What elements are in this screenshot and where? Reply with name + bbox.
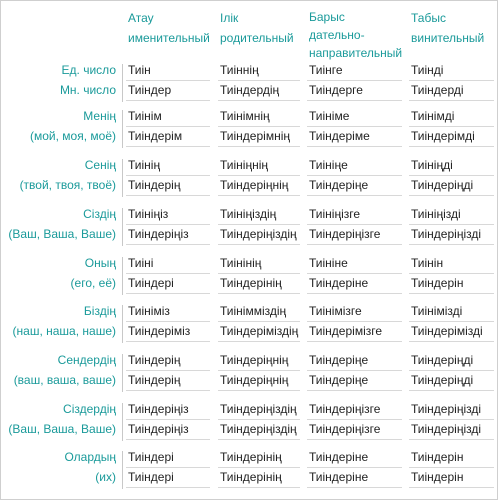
table-cell: Тиіннің xyxy=(220,63,259,77)
cell-underline xyxy=(126,341,210,342)
cell-underline xyxy=(218,224,300,225)
row-label: Біздің xyxy=(83,304,116,318)
cell-underline xyxy=(409,244,494,245)
cell-underline xyxy=(218,487,300,488)
table-cell: Тиіндеріңізге xyxy=(309,422,381,436)
column-divider xyxy=(122,159,123,197)
header-ru: именительный xyxy=(128,31,210,45)
row-sublabel: (твой, твоя, твоё) xyxy=(19,178,116,192)
table-cell: Тиіндеріне xyxy=(309,450,369,464)
table-cell: Тиінім xyxy=(128,109,162,123)
column-divider xyxy=(122,208,123,246)
cell-underline xyxy=(307,80,402,81)
cell-underline xyxy=(126,321,210,322)
table-cell: Тиіндерімізге xyxy=(309,324,383,338)
table-cell: Тиін xyxy=(128,63,151,77)
table-cell: Тиіндеріне xyxy=(309,470,369,484)
table-cell: Тиініңді xyxy=(411,158,453,172)
table-cell: Тиіндер xyxy=(128,83,172,97)
cell-underline xyxy=(307,370,402,371)
cell-underline xyxy=(307,244,402,245)
table-cell: Тиініңізді xyxy=(411,207,461,221)
row-sublabel: (Ваш, Ваша, Ваше) xyxy=(8,227,116,241)
cell-underline xyxy=(409,273,494,274)
cell-underline xyxy=(126,175,210,176)
table-cell: Тиіндеріңе xyxy=(309,353,369,367)
cell-underline xyxy=(218,370,300,371)
table-cell: Тиіндеріңізді xyxy=(411,227,482,241)
cell-underline xyxy=(307,126,402,127)
cell-underline xyxy=(307,341,402,342)
row-label: Олардың xyxy=(64,450,116,464)
cell-underline xyxy=(409,175,494,176)
cell-underline xyxy=(126,467,210,468)
cell-underline xyxy=(126,487,210,488)
table-cell: Тиіндерін xyxy=(411,450,464,464)
header-ru: дательно- xyxy=(309,28,365,42)
table-row-group xyxy=(0,60,500,104)
cell-underline xyxy=(126,224,210,225)
table-cell: Тиіндерім xyxy=(128,129,183,143)
table-cell: Тиіндеріңнің xyxy=(220,178,289,192)
header-col-genitive xyxy=(220,8,294,48)
cell-underline xyxy=(126,100,210,101)
table-cell: Тиіндеріңді xyxy=(411,353,474,367)
cell-underline xyxy=(218,467,300,468)
cell-underline xyxy=(126,244,210,245)
cell-underline xyxy=(126,439,210,440)
cell-underline xyxy=(307,195,402,196)
cell-underline xyxy=(218,321,300,322)
row-sublabel: (ваш, ваша, ваше) xyxy=(13,373,116,387)
cell-underline xyxy=(218,146,300,147)
table-cell: Тиіндеріңді xyxy=(411,178,474,192)
cell-underline xyxy=(307,467,402,468)
table-cell: Тиінімміздің xyxy=(220,304,287,318)
table-row-group xyxy=(0,399,500,443)
table-cell: Тиіндеріңізді xyxy=(411,402,482,416)
table-cell: Тиіні xyxy=(128,256,154,270)
table-row-group xyxy=(0,350,500,394)
row-sublabel: (наш, наша, наше) xyxy=(12,324,116,338)
table-cell: Тиінінің xyxy=(220,256,262,270)
table-cell: Тиіндеріңіздің xyxy=(220,402,297,416)
header-kk: Ілік xyxy=(220,11,239,25)
table-cell: Тиініме xyxy=(309,109,350,123)
row-label: Ед. число xyxy=(61,63,116,77)
table-cell: Тиіндеріңіз xyxy=(128,227,189,241)
cell-underline xyxy=(409,100,494,101)
table-cell: Тиіндерің xyxy=(128,353,181,367)
table-cell: Тиіндеріңіздің xyxy=(220,227,297,241)
table-cell: Тиіндердің xyxy=(220,83,280,97)
header-kk: Табыс xyxy=(411,11,446,25)
cell-underline xyxy=(126,390,210,391)
table-cell: Тиіндеріңізге xyxy=(309,402,381,416)
cell-underline xyxy=(307,146,402,147)
table-cell: Тиіндеріңізге xyxy=(309,227,381,241)
table-cell: Тиініміз xyxy=(128,304,170,318)
cell-underline xyxy=(409,467,494,468)
row-label: Оның xyxy=(84,256,116,270)
row-sublabel: (Ваш, Ваша, Ваше) xyxy=(8,422,116,436)
table-cell: Тиінімізге xyxy=(309,304,362,318)
cell-underline xyxy=(409,224,494,225)
table-cell: Тиініңізге xyxy=(309,207,361,221)
header-ru: направительный xyxy=(309,46,403,60)
cell-underline xyxy=(218,419,300,420)
table-cell: Тиіндеріңіздің xyxy=(220,422,297,436)
table-cell: Тиіндерімнің xyxy=(220,129,290,143)
table-cell: Тиініңе xyxy=(309,158,348,172)
table-cell: Тиіндеріме xyxy=(309,129,370,143)
cell-underline xyxy=(218,100,300,101)
table-cell: Тиіндеріңе xyxy=(309,373,369,387)
cell-underline xyxy=(126,293,210,294)
column-divider xyxy=(122,451,123,489)
cell-underline xyxy=(409,487,494,488)
row-label: Сендердің xyxy=(57,353,116,367)
cell-underline xyxy=(409,341,494,342)
table-cell: Тиіндерін xyxy=(411,470,464,484)
table-row-group xyxy=(0,106,500,150)
cell-underline xyxy=(218,244,300,245)
table-cell: Тиіндерің xyxy=(128,373,181,387)
cell-underline xyxy=(307,100,402,101)
table-cell: Тиіндері xyxy=(128,276,174,290)
cell-underline xyxy=(218,195,300,196)
table-cell: Тиініңнің xyxy=(220,158,269,172)
header-col-accusative xyxy=(411,8,484,48)
table-cell: Тиіндерінің xyxy=(220,276,282,290)
header-col-nominative xyxy=(128,8,210,48)
column-divider xyxy=(122,403,123,441)
cell-underline xyxy=(126,146,210,147)
cell-underline xyxy=(218,390,300,391)
cell-underline xyxy=(409,195,494,196)
table-cell: Тиінін xyxy=(411,256,444,270)
cell-underline xyxy=(307,321,402,322)
table-row-group xyxy=(0,253,500,297)
table-cell: Тиіндерге xyxy=(309,83,363,97)
cell-underline xyxy=(307,390,402,391)
table-cell: Тиіндеріңіз xyxy=(128,422,189,436)
header-col-dative xyxy=(309,8,402,62)
table-row-group xyxy=(0,204,500,248)
column-divider xyxy=(122,110,123,148)
table-cell: Тиіндеріңнің xyxy=(220,353,289,367)
table-cell: Тиіндерімді xyxy=(411,129,475,143)
table-cell: Тиіндеріне xyxy=(309,276,369,290)
row-sublabel: (их) xyxy=(95,470,116,484)
table-cell: Тиіндеріңді xyxy=(411,373,474,387)
cell-underline xyxy=(126,419,210,420)
cell-underline xyxy=(218,273,300,274)
table-cell: Тиіндерімізді xyxy=(411,324,483,338)
row-label: Сіздердің xyxy=(63,402,116,416)
row-label: Сіздің xyxy=(83,207,116,221)
cell-underline xyxy=(218,341,300,342)
cell-underline xyxy=(409,80,494,81)
cell-underline xyxy=(126,370,210,371)
row-label: Менің xyxy=(83,109,116,123)
cell-underline xyxy=(218,80,300,81)
cell-underline xyxy=(409,146,494,147)
table-row-group xyxy=(0,447,500,491)
table-header xyxy=(0,8,500,60)
table-cell: Тиінімнің xyxy=(220,109,270,123)
table-cell: Тиіндері xyxy=(128,470,174,484)
cell-underline xyxy=(218,126,300,127)
table-cell: Тиінді xyxy=(411,63,444,77)
cell-underline xyxy=(307,273,402,274)
cell-underline xyxy=(218,175,300,176)
table-cell: Тиіндерін xyxy=(411,276,464,290)
cell-underline xyxy=(409,126,494,127)
cell-underline xyxy=(218,293,300,294)
table-row-group xyxy=(0,155,500,199)
cell-underline xyxy=(409,390,494,391)
table-cell: Тиінге xyxy=(309,63,343,77)
cell-underline xyxy=(307,439,402,440)
column-divider xyxy=(122,257,123,295)
header-kk: Атау xyxy=(128,11,154,25)
row-label: Сенің xyxy=(84,158,116,172)
column-divider xyxy=(122,305,123,343)
column-divider xyxy=(122,64,123,102)
cell-underline xyxy=(307,224,402,225)
cell-underline xyxy=(126,126,210,127)
table-cell: Тиінімді xyxy=(411,109,455,123)
cell-underline xyxy=(307,487,402,488)
table-cell: Тиіндеріңіз xyxy=(128,402,189,416)
cell-underline xyxy=(307,293,402,294)
table-cell: Тиіндерді xyxy=(411,83,464,97)
cell-underline xyxy=(409,321,494,322)
cell-underline xyxy=(409,370,494,371)
table-cell: Тиіндеріңізді xyxy=(411,422,482,436)
table-cell: Тиіндеріміз xyxy=(128,324,191,338)
table-cell: Тиіндеріміздің xyxy=(220,324,299,338)
cell-underline xyxy=(218,439,300,440)
table-row-group xyxy=(0,301,500,345)
cell-underline xyxy=(307,419,402,420)
table-cell: Тиініне xyxy=(309,256,348,270)
cell-underline xyxy=(409,293,494,294)
table-cell: Тиініңіздің xyxy=(220,207,277,221)
column-divider xyxy=(122,354,123,392)
table-cell: Тиіндеріңе xyxy=(309,178,369,192)
cell-underline xyxy=(126,80,210,81)
cell-underline xyxy=(409,439,494,440)
header-ru: винительный xyxy=(411,31,485,45)
table-cell: Тиіндерінің xyxy=(220,470,282,484)
table-cell: Тиініңіз xyxy=(128,207,169,221)
cell-underline xyxy=(409,419,494,420)
table-cell: Тиіндеріңнің xyxy=(220,373,289,387)
table-cell: Тиіндерің xyxy=(128,178,181,192)
cell-underline xyxy=(307,175,402,176)
table-cell: Тиіндерінің xyxy=(220,450,282,464)
row-sublabel: Мн. число xyxy=(59,83,116,97)
cell-underline xyxy=(126,273,210,274)
cell-underline xyxy=(126,195,210,196)
row-sublabel: (мой, моя, моё) xyxy=(30,129,116,143)
header-ru: родительный xyxy=(220,31,294,45)
header-kk: Барыс xyxy=(309,10,345,24)
table-cell: Тиінің xyxy=(128,158,161,172)
table-cell: Тиінімізді xyxy=(411,304,463,318)
table-cell: Тиіндері xyxy=(128,450,174,464)
row-sublabel: (его, её) xyxy=(70,276,116,290)
